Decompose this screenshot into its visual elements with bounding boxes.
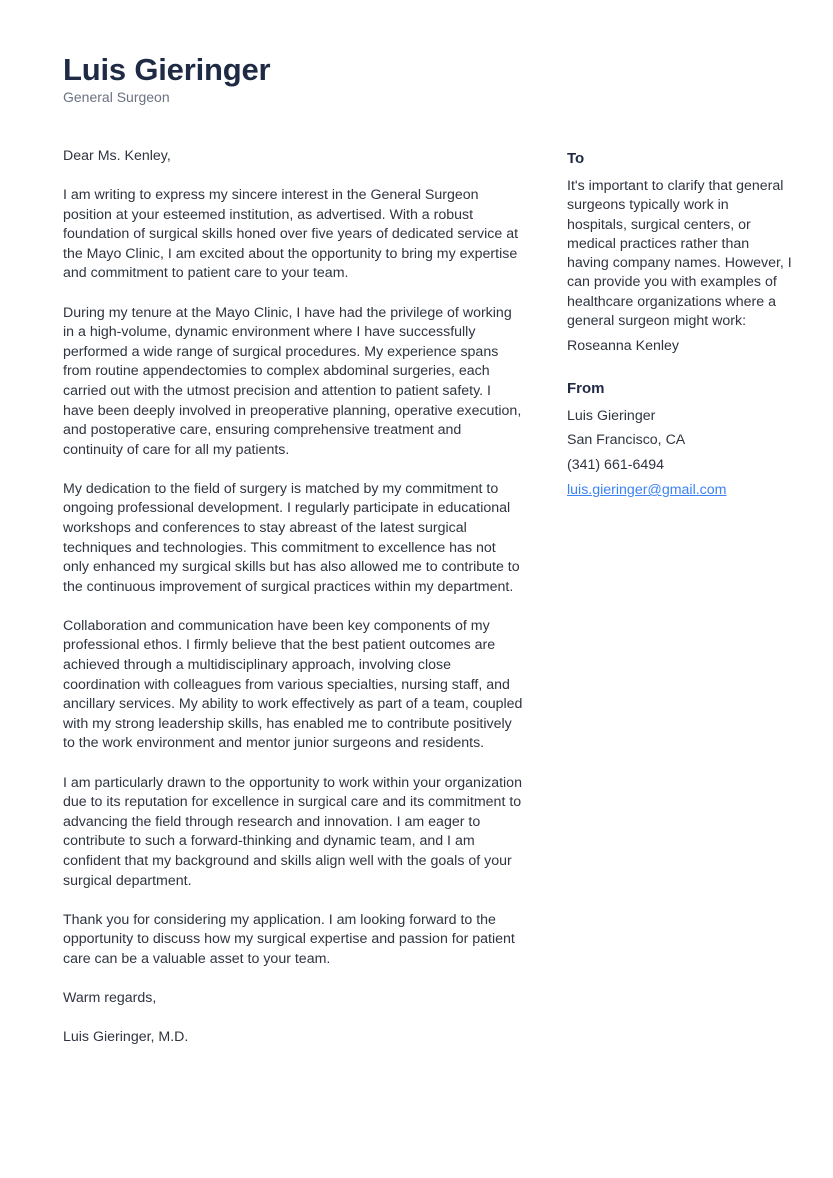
email-link[interactable]: luis.gieringer@gmail.com	[567, 482, 727, 499]
letter-paragraph: I am writing to express my sincere interest in the General Surgeon position at your esteemed institution, as advertised. With a robust foundation of surgical skills honed over five years of dedicated service at the Mayo Clinic, I am excited about the opportunity to bring my expertise and commitment to patient care to your team.	[63, 187, 519, 282]
letter-body	[63, 147, 523, 1067]
from-name: Luis Gieringer	[567, 407, 656, 424]
sender-name-title: Luis Gieringer	[63, 52, 271, 87]
sender-job-title: General Surgeon	[63, 89, 170, 105]
to-section	[567, 149, 792, 357]
from-section	[567, 379, 792, 501]
letter-paragraph: Thank you for considering my application. I am looking forward to the opportunity to discuss how my surgical expertise and passion for patient care can be a valuable asset to your team.	[63, 911, 515, 967]
salutation: Dear Ms. Kenley,	[63, 148, 171, 164]
letter-paragraph: During my tenure at the Mayo Clinic, I have had the privilege of working in a high-volume, dynamic environment where I have successfully performed a wide range of surgical procedures. My experience spans from routine appendectomies to complex abdominal surgeries, each carried out with the utmost precision and attention to patient safety. I have been deeply involved in preoperative planning, operative execution, and postoperative care, ensuring comprehensive treatment and continuity of care for all my patients.	[63, 304, 522, 458]
letter-paragraph: My dedication to the field of surgery is matched by my commitment to ongoing professional development. I regularly participate in educational workshops and conferences to stay abreast of the latest surgical techniques and technologies. This commitment to excellence has not only enhanced my surgical skills but has also allowed me to contribute to the continuous improvement of surgical practices within my department.	[63, 480, 520, 595]
from-location: San Francisco, CA	[567, 432, 686, 449]
from-email-wrap	[567, 481, 792, 500]
letter-paragraph: Collaboration and communication have been key components of my professional ethos. I firmly believe that the best patient outcomes are achieved through a multidisciplinary approach, involving close coordination with colleagues from various specialties, nursing staff, and ancillary services. My ability to work effectively as part of a team, coupled with my strong leadership skills, has enabled me to contribute positively to the work environment and mentor junior surgeons and residents.	[63, 617, 523, 752]
to-heading: To	[567, 150, 585, 167]
letter-header	[63, 52, 270, 106]
from-phone: (341) 661-6494	[567, 457, 665, 474]
closing: Warm regards,	[63, 989, 157, 1006]
signature: Luis Gieringer, M.D.	[63, 1028, 189, 1045]
recipient-name: Roseanna Kenley	[567, 338, 680, 355]
sidebar	[567, 147, 792, 506]
from-heading: From	[567, 379, 605, 397]
letter-paragraph: I am particularly drawn to the opportunity to work within your organization due to its reputation for excellence in surgical care and its commitment to advancing the field through research and innovation. I am eager to contribute to such a forward-thinking and dynamic team, and I am confident that my background and skills align well with the goals of your surgical department.	[63, 774, 522, 889]
to-note: It's important to clarify that general surgeons typically work in hospitals, surgical centers, or medical practices rather than having company names. However, I can provide you with examples of healthcare organizations where a general surgeon might work:	[567, 178, 792, 330]
